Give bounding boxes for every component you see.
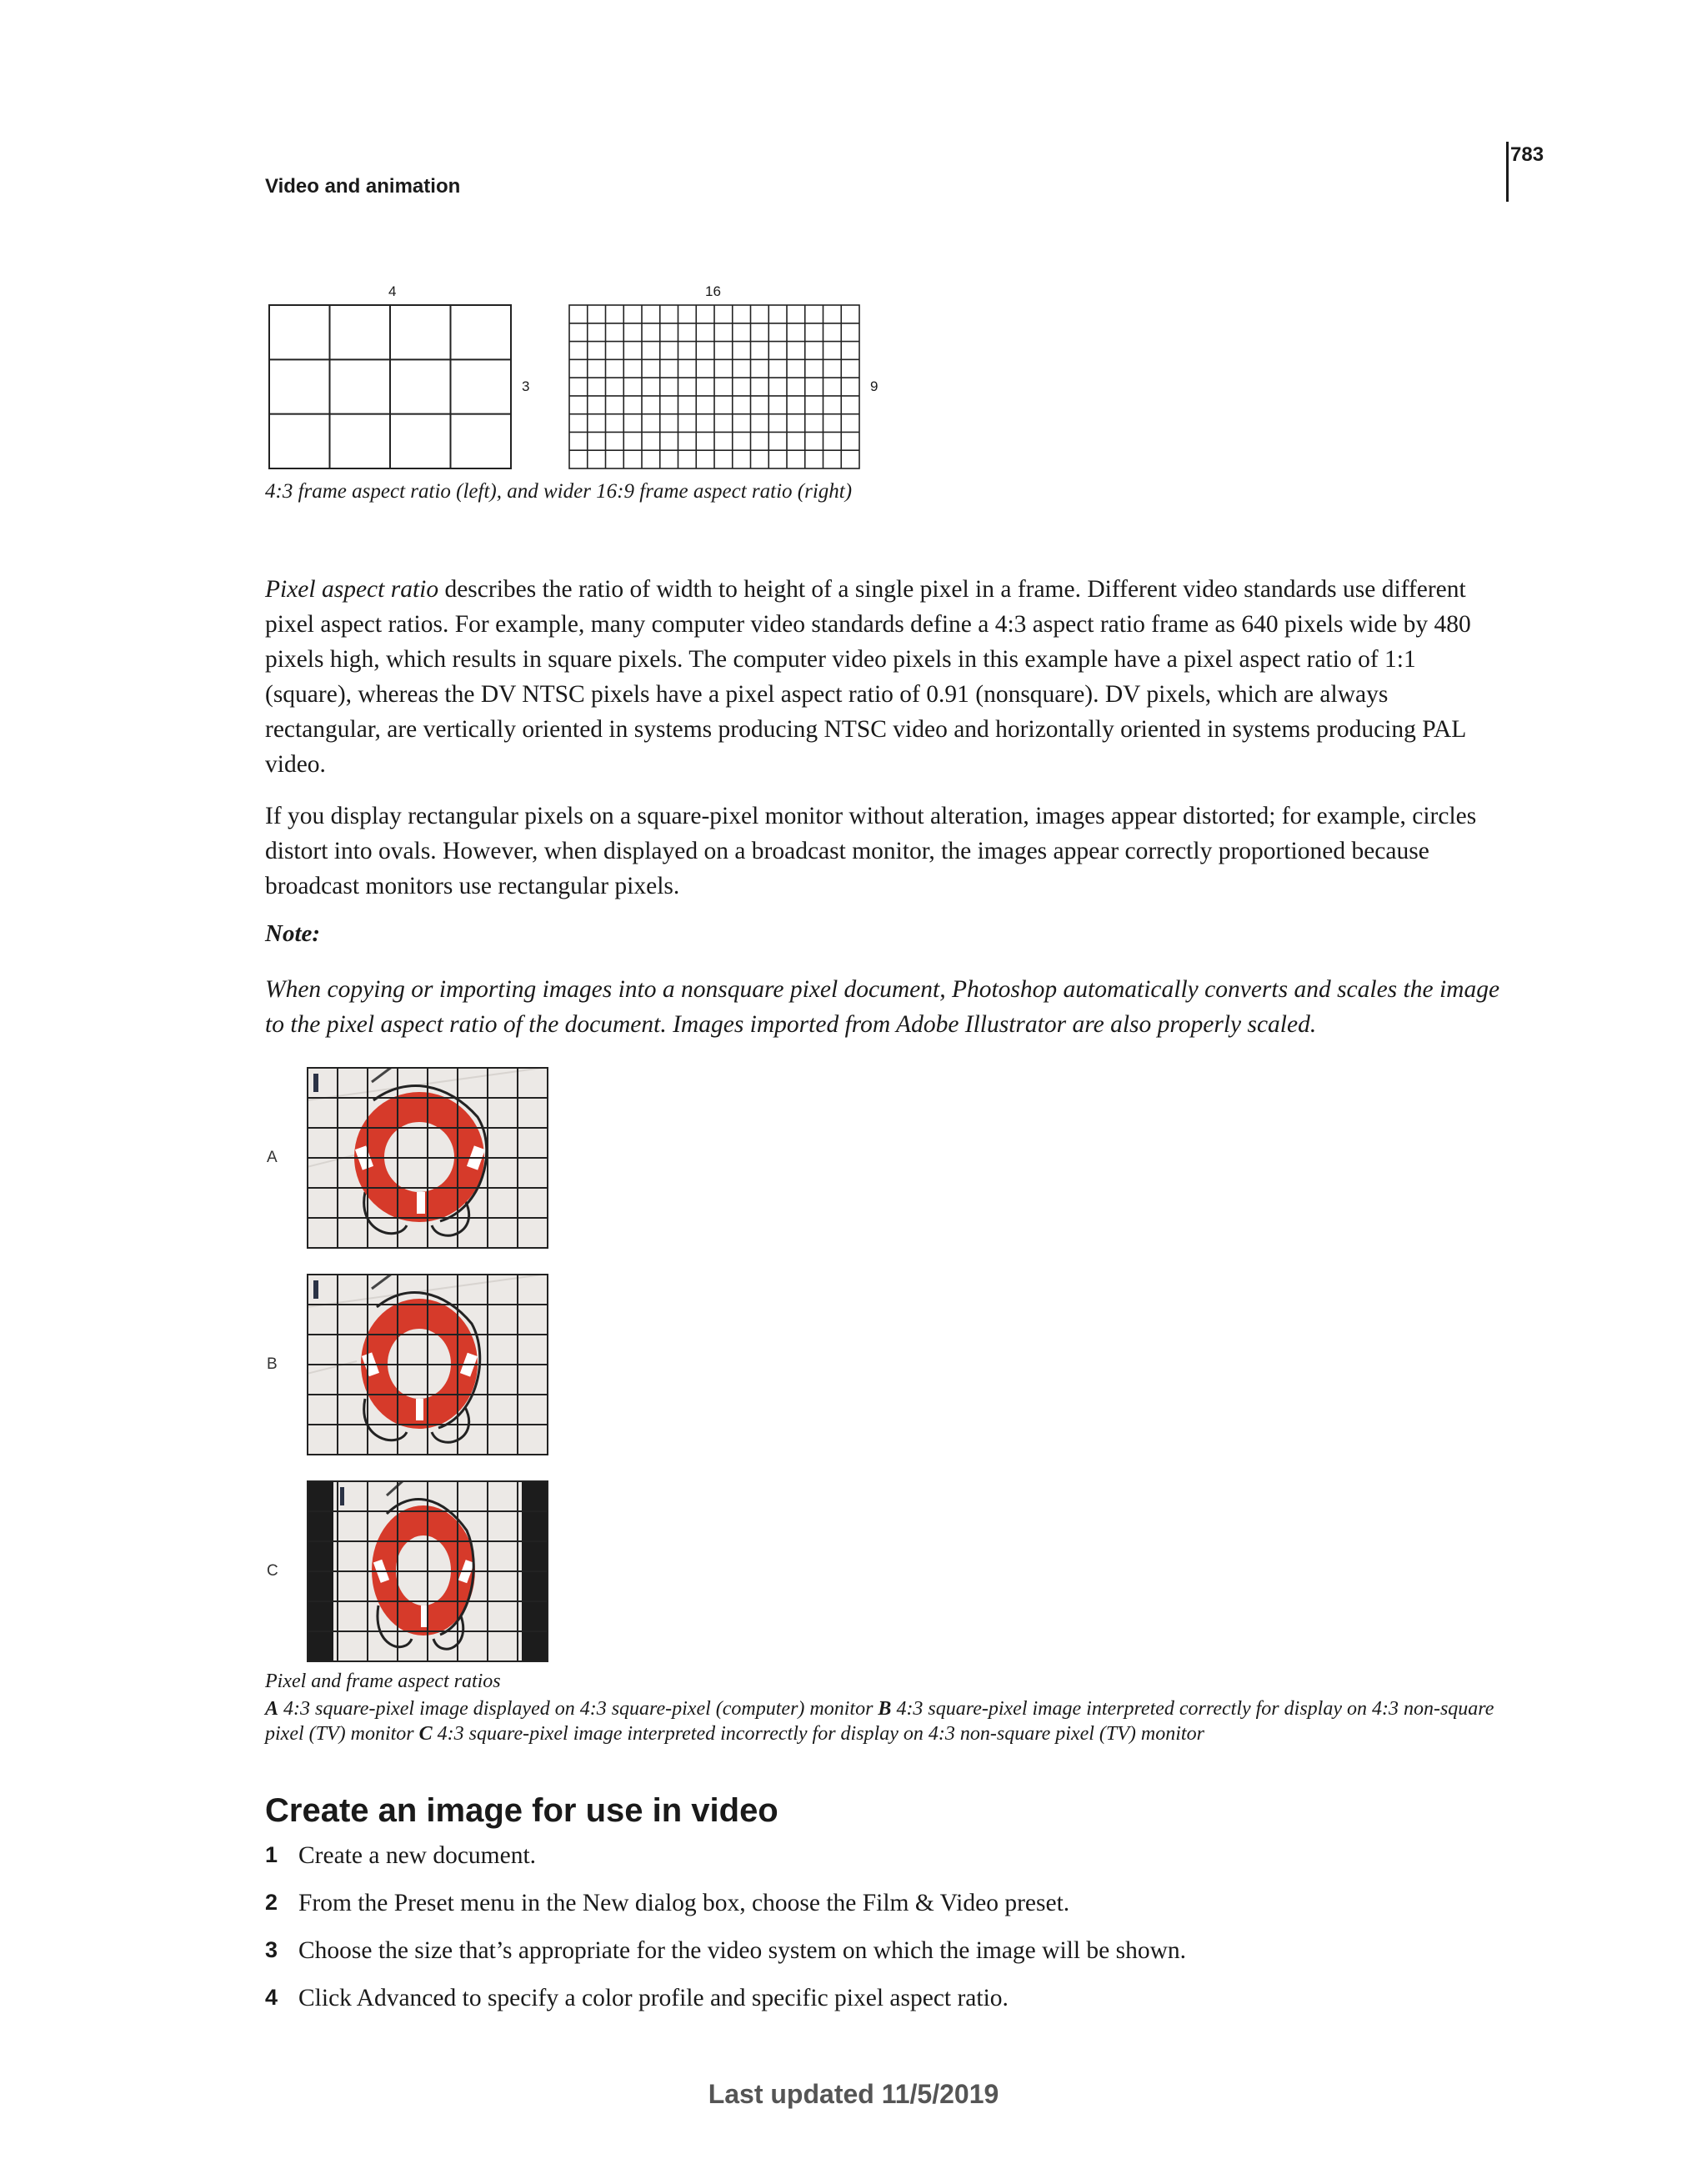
key-a: A <box>265 1698 279 1720</box>
left-grid-height-label: 3 <box>522 378 530 394</box>
step-number: 4 <box>265 1985 278 2010</box>
life-ring-image-c <box>307 1480 548 1662</box>
key-b: B <box>878 1698 892 1720</box>
paragraph-distortion: If you display rectangular pixels on a square-pixel monitor without alteration, images appear distorted; for example, circles distort into ovals. However, when displayed on a broadcast monitor, the images appear correctly proportioned because broadcast monitors use rectangular pixels. <box>265 803 1477 899</box>
page-number: 783 <box>1510 143 1544 166</box>
frame-grid-4x3 <box>268 304 512 469</box>
section-header: Video and animation <box>265 175 461 198</box>
left-grid-width-label: 4 <box>388 283 397 299</box>
frame-grid-16x9 <box>568 304 860 469</box>
life-ring-image-a <box>307 1067 548 1249</box>
step-number: 2 <box>265 1890 278 1915</box>
note-label: Note: <box>265 920 321 947</box>
step-text: Click Advanced to specify a color profile and specific pixel aspect ratio. <box>298 1985 1009 2011</box>
footer-last-updated: Last updated 11/5/2019 <box>708 2079 999 2109</box>
step-text: From the Preset menu in the New dialog box, choose the Film & Video preset. <box>298 1890 1070 1916</box>
right-grid-height-label: 9 <box>870 378 879 394</box>
figure-label-a: A <box>267 1149 278 1166</box>
figure-label-c: C <box>267 1562 278 1580</box>
key-c: C <box>418 1723 433 1745</box>
right-grid-width-label: 16 <box>705 283 721 299</box>
desc-c: 4:3 square-pixel image interpreted incorrectly for display on 4:3 non-square pixel (TV) monitor <box>432 1723 1204 1745</box>
step-text: Choose the size that’s appropriate for the video system on which the image will be shown. <box>298 1937 1187 1964</box>
step-number: 3 <box>265 1937 278 1962</box>
note-text: When copying or importing images into a nonsquare pixel document, Photoshop automatically converts and scales the image to the pixel aspect ratio of the document. Images imported from Adobe Illustrator are also properly scaled. <box>265 976 1500 1038</box>
life-ring-image-b <box>307 1274 548 1455</box>
figure2-description <box>265 1696 1515 1746</box>
desc-a: 4:3 square-pixel image displayed on 4:3 square-pixel (computer) monitor <box>278 1698 879 1720</box>
header-divider <box>1506 142 1509 202</box>
step-text: Create a new document. <box>298 1842 537 1869</box>
section-heading: Create an image for use in video <box>265 1792 778 1829</box>
paragraph-text: describes the ratio of width to height of a single pixel in a frame. Different video standards use different pixel aspect ratios. For example, many computer video standards define a 4:3 aspect ratio frame as 640 pixels wide by 480 pixels high, which results in square pixels. The computer video pixels in this example have a pixel aspect ratio of 1:1 (square), whereas the DV NTSC pixels have a pixel aspect ratio of 0.91 (nonsquare). DV pixels, which are always rectangular, are vertically oriented in systems producing NTSC video and horizontally oriented in systems producing PAL video. <box>265 576 1471 778</box>
term-pixel-aspect-ratio: Pixel aspect ratio <box>265 576 439 603</box>
figure1-caption: 4:3 frame aspect ratio (left), and wider 16:9 frame aspect ratio (right) <box>265 480 853 503</box>
paragraph-pixel-aspect-ratio <box>265 572 1507 782</box>
figure-label-b: B <box>267 1355 278 1373</box>
figure2-title: Pixel and frame aspect ratios <box>265 1671 501 1692</box>
desc-b: 4:3 square-pixel image interpreted correctly for display on 4:3 non-square pixel (TV) monitor <box>265 1698 1494 1745</box>
step-number: 1 <box>265 1842 278 1867</box>
